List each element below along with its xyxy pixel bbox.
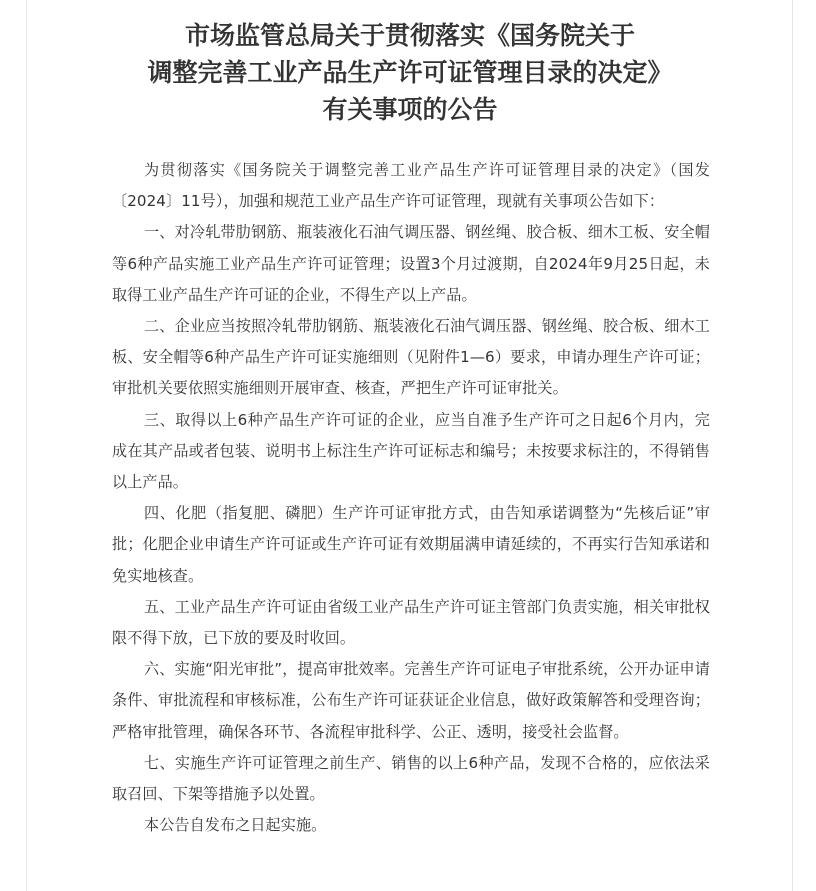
intro-paragraph: 为贯彻落实《国务院关于调整完善工业产品生产许可证管理目录的决定》（国发〔2024〕11号），加强和规范工业产品生产许可证管理，现就有关事项公告如下： xyxy=(112,161,710,211)
item-4-paragraph: 四、化肥（指复肥、磷肥）生产许可证审批方式，由告知承诺调整为“先核后证”审批；化肥企业申请生产许可证或生产许可证有效期届满申请延续的，不再实行告知承诺和免实地核查。 xyxy=(112,504,710,585)
closing-paragraph: 本公告自发布之日起实施。 xyxy=(144,816,327,835)
title-line-1: 市场监管总局关于贯彻落实《国务院关于 xyxy=(184,21,635,50)
announcement-body xyxy=(112,155,710,841)
item-5-paragraph: 五、工业产品生产许可证由省级工业产品生产许可证主管部门负责实施，相关审批权限不得下放，已下放的要及时收回。 xyxy=(112,597,710,648)
left-border-line xyxy=(26,0,27,891)
item-6-paragraph: 六、实施“阳光审批”，提高审批效率。完善生产许可证电子审批系统，公开办证申请条件、审批流程和审核标准，公布生产许可证获证企业信息，做好政策解答和受理咨询；严格审批管理，确保各环节、各流程审批科学、公正、透明，接受社会监督。 xyxy=(112,660,710,741)
item-3-paragraph: 三、取得以上6种产品生产许可证的企业，应当自准予生产许可之日起6个月内，完成在其产品或者包装、说明书上标注生产许可证标志和编号；未按要求标注的，不得销售以上产品。 xyxy=(112,410,710,492)
item-1-paragraph: 一、对冷轧带肋钢筋、瓶装液化石油气调压器、钢丝绳、胶合板、细木工板、安全帽等6种产品实施工业产品生产许可证管理；设置3个月过渡期，自2024年9月25日起，未取得工业产品生产许可证的企业，不得生产以上产品。 xyxy=(112,223,710,304)
item-7-paragraph: 七、实施生产许可证管理之前生产、销售的以上6种产品，发现不合格的，应依法采取召回、下架等措施予以处置。 xyxy=(112,753,710,804)
right-border-line xyxy=(792,0,793,891)
title-line-2: 调整完善工业产品生产许可证管理目录的决定》 xyxy=(147,58,673,87)
title-line-3: 有关事项的公告 xyxy=(322,95,498,124)
item-2-paragraph: 二、企业应当按照冷轧带肋钢筋、瓶装液化石油气调压器、钢丝绳、胶合板、细木工板、安全帽等6种产品生产许可证实施细则（见附件1—6）要求，申请办理生产许可证；审批机关要依照实施细则开展审查、核查，严把生产许可证审批关。 xyxy=(112,317,710,398)
